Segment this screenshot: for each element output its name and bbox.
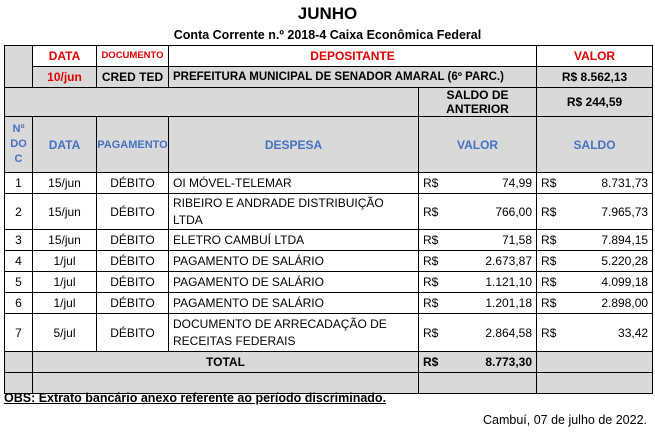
row-currency: R$ <box>419 173 445 194</box>
header-despesa: DESPESA <box>169 117 419 173</box>
total-currency: R$ <box>419 352 445 373</box>
row-date: 15/jun <box>33 194 97 230</box>
deposit-depositor: PREFEITURA MUNICIPAL DE SENADOR AMARAL (6º PARC.) <box>169 67 537 88</box>
row-date: 1/jul <box>33 293 97 314</box>
row-payment: DÉBITO <box>97 314 169 352</box>
row-expense: RIBEIRO E ANDRADE DISTRIBUIÇÃO LTDA <box>169 194 419 230</box>
page-title: JUNHO <box>297 4 358 23</box>
row-currency: R$ <box>419 293 445 314</box>
row-expense: PAGAMENTO DE SALÁRIO <box>169 272 419 293</box>
total-label: TOTAL <box>33 352 419 373</box>
row-currency: R$ <box>537 251 557 272</box>
saldo-blank <box>5 88 419 117</box>
row-num: 7 <box>5 314 33 352</box>
total-blank <box>537 352 653 373</box>
row-value: 2.864,58 <box>445 314 537 352</box>
row-expense: OI MÓVEL-TELEMAR <box>169 173 419 194</box>
header-num-line: Nº <box>12 123 25 135</box>
row-expense: PAGAMENTO DE SALÁRIO <box>169 251 419 272</box>
row-currency: R$ <box>537 293 557 314</box>
table-row <box>5 194 653 230</box>
row-currency: R$ <box>537 194 557 230</box>
header-num-line: C <box>14 153 23 165</box>
row-payment: DÉBITO <box>97 293 169 314</box>
row-value: 1.201,18 <box>445 293 537 314</box>
row-date: 1/jul <box>33 251 97 272</box>
header-saldo: SALDO <box>537 117 653 173</box>
row-currency: R$ <box>537 173 557 194</box>
header-pagamento: PAGAMENTO <box>97 117 169 173</box>
blank-cell <box>419 373 537 394</box>
row-value: 2.673,87 <box>445 251 537 272</box>
saldo-anterior-value: R$ 244,59 <box>537 88 653 117</box>
row-num: 4 <box>5 251 33 272</box>
row-value: 766,00 <box>445 194 537 230</box>
row-balance: 2.898,00 <box>557 293 653 314</box>
row-date: 1/jul <box>33 272 97 293</box>
row-currency: R$ <box>419 314 445 352</box>
row-currency: R$ <box>419 251 445 272</box>
table-row <box>5 230 653 251</box>
total-value: 8.773,30 <box>445 352 537 373</box>
row-payment: DÉBITO <box>97 272 169 293</box>
table-row <box>5 314 653 352</box>
row-currency: R$ <box>419 194 445 230</box>
place-date: Cambuí, 07 de julho de 2022. <box>482 413 647 427</box>
deposit-header-valor: VALOR <box>537 46 653 67</box>
deposit-header-documento: DOCUMENTO <box>97 46 169 67</box>
row-balance: 4.099,18 <box>557 272 653 293</box>
header-num <box>5 117 33 173</box>
row-payment: DÉBITO <box>97 173 169 194</box>
table-row <box>5 293 653 314</box>
row-num: 5 <box>5 272 33 293</box>
deposit-header-depositante: DEPOSITANTE <box>169 46 537 67</box>
deposit-date: 10/jun <box>33 67 97 88</box>
row-currency: R$ <box>537 230 557 251</box>
header-num-line: DO <box>10 138 27 150</box>
blank-cell <box>537 373 653 394</box>
row-payment: DÉBITO <box>97 230 169 251</box>
row-value: 74,99 <box>445 173 537 194</box>
row-value: 71,58 <box>445 230 537 251</box>
header-valor: VALOR <box>419 117 537 173</box>
account-subtitle: Conta Corrente n.º 2018-4 Caixa Econômica Federal <box>173 28 482 42</box>
row-num: 6 <box>5 293 33 314</box>
row-num: 1 <box>5 173 33 194</box>
row-balance: 7.894,15 <box>557 230 653 251</box>
deposit-document: CRED TED <box>97 67 169 88</box>
observation-note: OBS: Extrato bancário anexo referente ao período discriminado. <box>4 391 387 405</box>
row-currency: R$ <box>537 314 557 352</box>
row-balance: 7.965,73 <box>557 194 653 230</box>
row-balance: 33,42 <box>557 314 653 352</box>
total-row <box>5 352 653 373</box>
row-value: 1.121,10 <box>445 272 537 293</box>
row-currency: R$ <box>419 272 445 293</box>
row-currency: R$ <box>537 272 557 293</box>
saldo-anterior-label: SALDO DE ANTERIOR <box>419 88 537 117</box>
header-data: DATA <box>33 117 97 173</box>
corner-cell <box>5 46 33 88</box>
deposit-value: R$ 8.562,13 <box>537 67 653 88</box>
row-expense: DOCUMENTO DE ARRECADAÇÃO DE RECEITAS FEDERAIS <box>169 314 419 352</box>
table-row <box>5 272 653 293</box>
row-expense: PAGAMENTO DE SALÁRIO <box>169 293 419 314</box>
table-row <box>5 251 653 272</box>
row-balance: 5.220,28 <box>557 251 653 272</box>
row-num: 3 <box>5 230 33 251</box>
row-date: 15/jun <box>33 173 97 194</box>
row-payment: DÉBITO <box>97 251 169 272</box>
row-date: 15/jun <box>33 230 97 251</box>
table-row <box>5 173 653 194</box>
row-num: 2 <box>5 194 33 230</box>
total-blank <box>5 352 33 373</box>
statement-table <box>4 45 653 394</box>
deposit-header-data: DATA <box>33 46 97 67</box>
row-expense: ELETRO CAMBUÍ LTDA <box>169 230 419 251</box>
row-payment: DÉBITO <box>97 194 169 230</box>
row-date: 5/jul <box>33 314 97 352</box>
row-balance: 8.731,73 <box>557 173 653 194</box>
row-currency: R$ <box>419 230 445 251</box>
